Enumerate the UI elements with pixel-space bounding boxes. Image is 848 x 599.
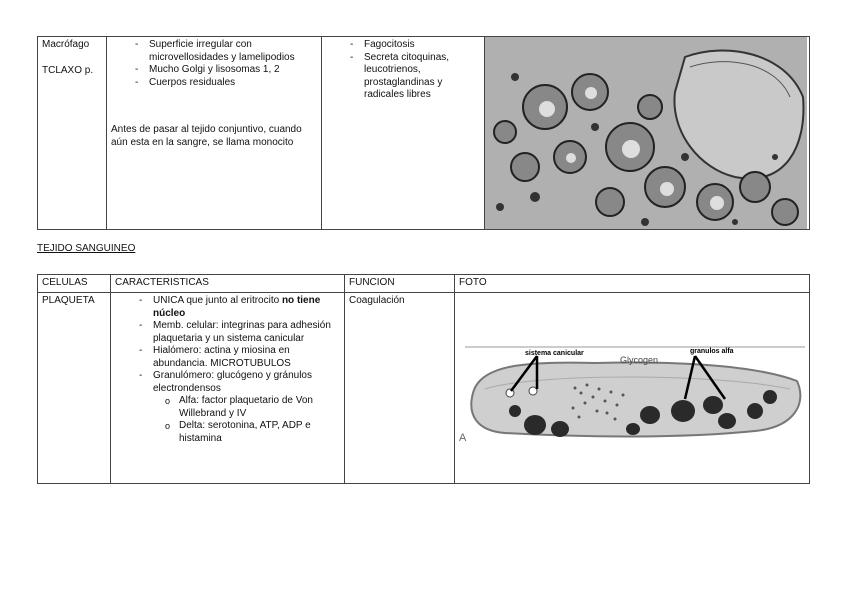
section-title: TEJIDO SANGUINEO [37,243,136,254]
header-cell: CARACTERISTICAS [111,275,345,293]
platelet-function: Coagulación [345,293,455,484]
header-cell: FUNCION [345,275,455,293]
header-cell: CELULAS [38,275,111,293]
macrophage-photo-cell [485,37,810,230]
feature-item: - Granulómero: glucógeno y gránulos electrondensos [115,370,340,395]
feature-item: - Mucho Golgi y lisosomas 1, 2 [111,64,317,77]
label-glycogen: Glycogen [620,355,659,365]
blood-table [37,274,810,484]
feature-item: - Superficie irregular con microvellosidades y lamelipodios [111,39,317,64]
cell-name: PLAQUETA [38,293,111,484]
function-item: - Secreta citoquinas, leucotrienos, prostaglandinas y radicales libres [326,52,480,102]
feature-item: - Memb. celular: integrinas para adhesión plaquetaria y un sistema canicular [115,320,340,345]
platelet-micrograph [455,293,807,483]
feature-item: - UNICA que junto al eritrocito no tiene núcleo [115,295,340,320]
label-canicular: sistema canicular [525,350,584,357]
sub-feature-item: o Alfa: factor plaquetario de Von Willebrand y IV [115,395,340,420]
macrophage-cell-name [38,37,107,230]
platelet-characteristics [111,293,345,484]
function-item: - Fagocitosis [326,39,480,52]
macrophage-micrograph [485,37,807,229]
header-cell: FOTO [455,275,810,293]
sub-feature-item: o Delta: serotonina, ATP, ADP e histamina [115,420,340,445]
feature-item: - Cuerpos residuales [111,77,317,90]
tissue-name: TCLAXO p. [42,64,94,76]
label-alfa: granulos alfa [690,348,734,355]
feature-item: - Hialómero: actina y miosina en abundancia. MICROTUBULOS [115,345,340,370]
macrophage-characteristics [107,37,322,230]
macrophage-functions [322,37,485,230]
label-panel: A [459,432,467,444]
macrophage-table [37,36,810,230]
monocyte-note: Antes de pasar al tejido conjuntivo, cuando aún esta en la sangre, se llama monocito [111,124,302,148]
cell-name: Macrófago [42,39,90,50]
platelet-photo-cell [455,293,810,484]
